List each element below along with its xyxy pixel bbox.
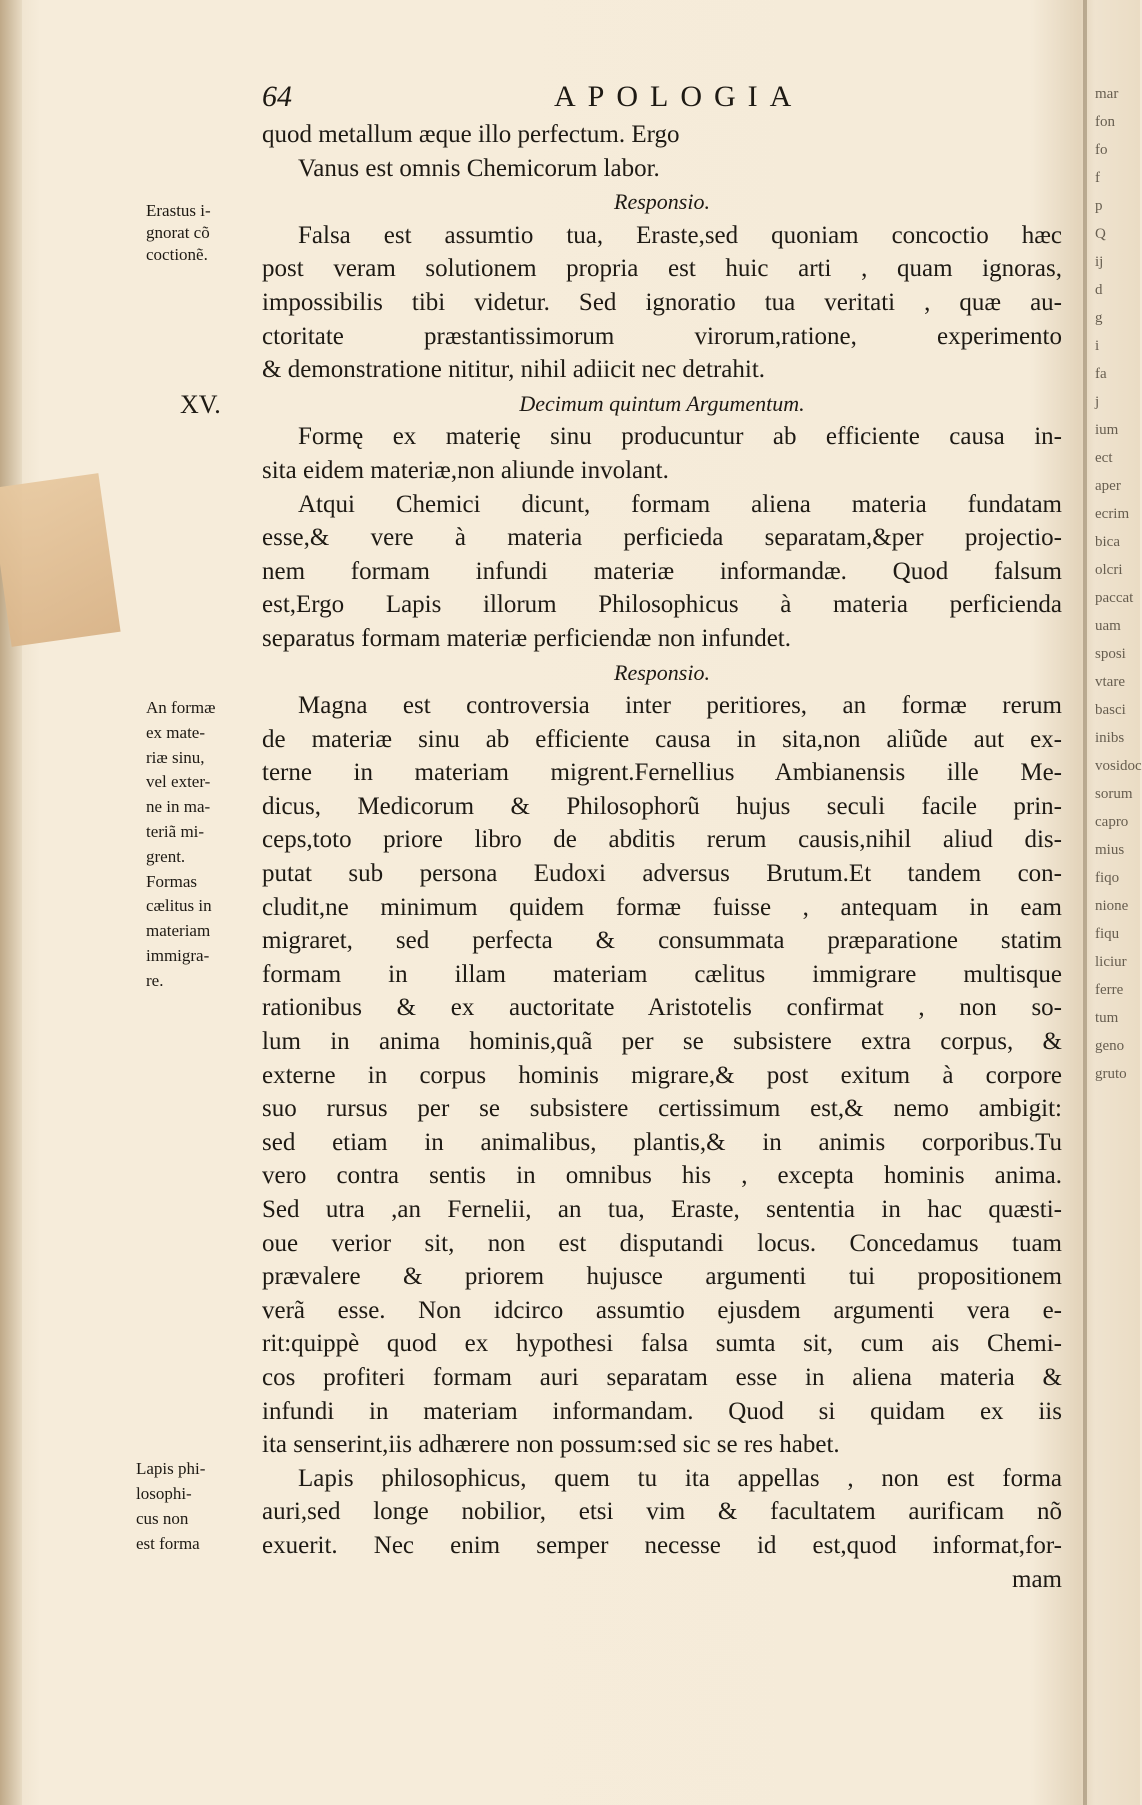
facing-page-fragment: inibs <box>1095 730 1125 746</box>
marginal-note-1 <box>146 200 266 266</box>
facing-page-fragment: fon <box>1095 114 1115 130</box>
marginal-line: Erastus i- <box>146 201 211 220</box>
marginal-line: losophi- <box>136 1484 192 1503</box>
marginal-line: materiam <box>146 921 211 941</box>
text-line: post veram solutionem propria est huic arti , quam ignoras, <box>262 255 1062 283</box>
facing-page-fragment: tum <box>1095 1010 1119 1026</box>
facing-page-fragment: ium <box>1095 422 1119 438</box>
facing-page-fragment: olcri <box>1095 562 1123 578</box>
marginal-line: gnorat cõ <box>146 223 210 242</box>
facing-page-fragment: vosidoc <box>1095 758 1142 774</box>
marginal-line: coctionẽ. <box>146 245 208 264</box>
text-line: Formę ex materię sinu producuntur ab efficiente causa in- <box>298 423 1062 451</box>
section-heading: Responsio. <box>614 659 710 685</box>
facing-page-fragment: f <box>1095 170 1100 186</box>
page-header <box>262 80 1062 116</box>
text-line: dicus, Medicorum & Philosophorũ hujus seculi facile prin- <box>262 792 1062 820</box>
facing-page-fragment: fa <box>1095 366 1107 382</box>
text-line: de materiæ sinu ab efficiente causa in sita,non aliũde aut ex- <box>262 725 1062 753</box>
facing-page-fragment: i <box>1095 338 1100 354</box>
marginal-line: Lapis phi- <box>136 1459 206 1478</box>
facing-page-fragment: mius <box>1095 842 1125 858</box>
marginal-line: cus non <box>136 1509 189 1528</box>
facing-page-fragment: p <box>1095 198 1103 214</box>
text-line: oue verior sit, non est disputandi locus. Concedamus tuam <box>262 1229 1062 1257</box>
section-heading: Responsio. <box>614 189 710 215</box>
text-line: suo rursus per se subsistere certissimum est,& nemo ambigit: <box>262 1095 1062 1123</box>
text-line: rationibus & ex auctoritate Aristotelis confirmat , non so- <box>262 994 1062 1022</box>
text-line: auri,sed longe nobilior, etsi vim & facultatem aurificam nõ <box>262 1498 1062 1526</box>
facing-page-fragment: mar <box>1095 86 1119 102</box>
facing-page-fragment: g <box>1095 310 1103 326</box>
facing-page-fragment: sposi <box>1095 646 1126 662</box>
marginal-line: immigra- <box>146 945 210 965</box>
facing-page-fragment: aper <box>1095 478 1121 494</box>
facing-page-fragment: fo <box>1095 142 1108 158</box>
facing-page-fragment: basci <box>1095 702 1126 718</box>
text-line: sed etiam in animalibus, plantis,& in animis corporibus.Tu <box>262 1128 1062 1156</box>
facing-page-fragment: nione <box>1095 898 1129 914</box>
page-number: 64 <box>262 80 292 113</box>
text-line: exuerit. Nec enim semper necesse id est,quod informat,for- <box>262 1531 1062 1559</box>
text-line: infundi in materiam informandam. Quod si quidam ex iis <box>262 1397 1062 1425</box>
facing-page-fragment: liciur <box>1095 954 1127 970</box>
marginal-note-2 <box>146 696 266 994</box>
text-line: Atqui Chemici dicunt, formam aliena materia fundatam <box>298 490 1062 518</box>
facing-page-fragment: fiqo <box>1095 870 1120 886</box>
text-line: est,Ergo Lapis illorum Philosophicus à materia perficienda <box>262 591 1062 619</box>
text-line: cludit,ne minimum quidem formæ fuisse , antequam in eam <box>262 893 1062 921</box>
text-line: ita senserint,iis adhærere non possum:sed sic se res habet. <box>262 1431 840 1459</box>
running-title: APOLOGIA <box>554 80 804 113</box>
text-line: lum in anima hominis,quã per se subsistere extra corpus, & <box>262 1028 1062 1056</box>
section-heading: Decimum quintum Argumentum. <box>519 390 805 416</box>
marginal-line: An formæ <box>146 698 216 717</box>
text-line: migraret, sed perfecta & consummata præparatione statim <box>262 927 1062 955</box>
facing-page-fragment: capro <box>1095 814 1129 830</box>
text-line: quod metallum æque illo perfectum. Ergo <box>262 121 680 148</box>
argument-numeral: XV. <box>180 390 221 419</box>
marginal-line: ne in ma- <box>146 797 211 817</box>
text-line: Sed utra ,an Fernelii, an tua, Eraste, sententia in hac quæsti- <box>262 1196 1062 1223</box>
facing-page-fragment: ferre <box>1095 982 1124 998</box>
book-gutter <box>0 0 22 1805</box>
text-line: verã esse. Non idcirco assumtio ejusdem argumenti vera e- <box>262 1296 1062 1324</box>
text-line: esse,& vere à materia perficieda separatam,&per projectio- <box>262 524 1062 552</box>
marginal-line: riæ sinu, <box>146 747 205 767</box>
text-line: mam <box>1012 1565 1062 1593</box>
page-edge <box>1083 0 1087 1805</box>
text-line: Magna est controversia inter peritiores, an formæ rerum <box>298 692 1062 720</box>
text-line: separatus formam materiæ perficiendæ non infundet. <box>262 624 792 652</box>
facing-page-fragment: sorum <box>1095 786 1133 802</box>
text-line: terne in materiam migrent.Fernellius Ambianensis ille Me- <box>262 759 1062 787</box>
text-line: sita eidem materiæ,non aliunde involant. <box>262 456 669 484</box>
facing-page-fragment: fiqu <box>1095 926 1120 942</box>
marginal-line: cælitus in <box>146 896 212 916</box>
marginal-line: ex mate- <box>146 722 205 742</box>
main-text-block <box>262 118 1062 1596</box>
facing-page-fragment: Q <box>1095 226 1106 242</box>
facing-page-fragment: vtare <box>1095 674 1125 690</box>
text-line: Falsa est assumtio tua, Eraste,sed quoniam concoctio hæc <box>298 221 1062 249</box>
marginal-line: vel exter- <box>146 772 211 792</box>
marginal-note-3 <box>136 1456 256 1556</box>
text-line: putat sub persona Eudoxi adversus Brutum.Et tandem con- <box>262 860 1062 888</box>
facing-page-fragment: gruto <box>1095 1066 1127 1082</box>
text-line: & demonstratione nititur, nihil adiicit nec detrahit. <box>262 356 766 384</box>
text-line: ctoritate præstantissimorum virorum,ratione, experimento <box>262 322 1062 350</box>
text-line: nem formam infundi materiæ informandæ. Quod falsum <box>262 557 1062 585</box>
facing-page-fragment: geno <box>1095 1038 1125 1054</box>
marginal-line: est forma <box>136 1534 200 1553</box>
facing-page-fragment: j <box>1095 394 1100 410</box>
facing-page-fragment: paccat <box>1095 590 1134 606</box>
facing-page-fragments <box>1095 80 1142 1088</box>
facing-page-fragment: bica <box>1095 534 1120 550</box>
text-line: Lapis philosophicus, quem tu ita appellas , non est forma <box>298 1464 1062 1492</box>
facing-page-fragment: uam <box>1095 618 1121 634</box>
text-line: formam in illam materiam cælitus immigrare multisque <box>262 960 1062 988</box>
text-line: externe in corpus hominis migrare,& post exitum à corpore <box>262 1061 1062 1089</box>
marginal-line: grent. <box>146 846 186 866</box>
marginal-line: Formas <box>146 871 197 891</box>
text-line: rit:quippè quod ex hypothesi falsa sumta sit, cum ais Chemi- <box>262 1330 1062 1358</box>
facing-page-fragment: d <box>1095 282 1103 298</box>
text-line: impossibilis tibi videtur. Sed ignoratio tua veritati , quæ au- <box>262 288 1062 316</box>
paper-bookmark-strip <box>0 473 121 647</box>
text-line: cos profiteri formam auri separatam esse in aliena materia & <box>262 1363 1062 1391</box>
text-line: prævalere & priorem hujusce argumenti tui propositionem <box>262 1263 1062 1291</box>
facing-page-fragment: ecrim <box>1095 506 1130 522</box>
facing-page-fragment: ect <box>1095 450 1113 466</box>
text-line: vero contra sentis in omnibus his , excepta hominis anima. <box>262 1162 1062 1190</box>
text-line: Vanus est omnis Chemicorum labor. <box>298 154 660 182</box>
marginal-line: re. <box>146 970 164 990</box>
facing-page-fragment: ij <box>1095 254 1104 270</box>
marginal-line: teriã mi- <box>146 821 205 841</box>
text-line: ceps,toto priore libro de abditis rerum causis,nihil aliud dis- <box>262 826 1062 854</box>
